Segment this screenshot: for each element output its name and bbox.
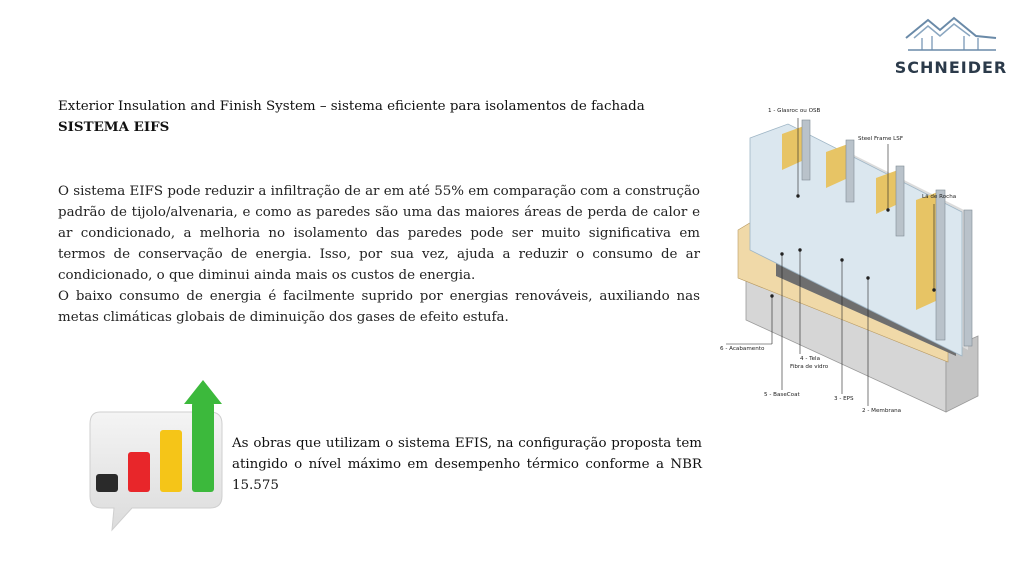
company-logo xyxy=(890,14,1012,80)
label-membrana: 2 - Membrana xyxy=(862,408,902,414)
heading-title: Exterior Insulation and Finish System – sistema eficiente para isolamentos de fachada xyxy=(58,99,645,114)
label-basecoat: 5 - BaseCoat xyxy=(764,392,800,398)
callout-text: As obras que utilizam o sistema EFIS, na configuração proposta tem atingido o nível máximo em desempenho térmico conforme a NBR 15.575 xyxy=(232,436,702,493)
bar-chart-growth-icon xyxy=(86,378,232,536)
heading-subtitle: SISTEMA EIFS xyxy=(58,119,170,135)
label-glasroc: 1 - Glasroc ou OSB xyxy=(768,108,821,114)
house-roof-icon xyxy=(904,14,998,52)
label-eps: 3 - EPS xyxy=(834,396,854,402)
eifs-layers-diagram xyxy=(716,100,986,418)
body-text xyxy=(58,181,700,328)
label-acabamento: 6 - Acabamento xyxy=(720,346,765,352)
page-heading xyxy=(58,96,698,138)
paragraph-2: O baixo consumo de energia é facilmente suprido por energias renováveis, auxiliando nas metas climáticas globais de diminuição dos gases de efeito estufa. xyxy=(58,289,700,325)
label-la-de-rocha: Lã de Rocha xyxy=(922,194,957,200)
brand-name: SCHNEIDER xyxy=(894,58,1008,77)
label-tela: 4 - Tela xyxy=(800,356,821,362)
label-fibra-de-vidro: Fibra de vidro xyxy=(790,364,829,370)
label-steel-frame: Steel Frame LSF xyxy=(858,136,904,142)
paragraph-1: O sistema EIFS pode reduzir a infiltração de ar em até 55% em comparação com a construção padrão de tijolo/alvenaria, e como as paredes são uma das maiores áreas de perda de calor e ar condicionado, a melhoria no isolamento das paredes pode ser muito significativa em termos de conservação de energia. Isso, por sua vez, ajuda a reduzir o consumo de ar condicionado, o que diminui ainda mais os custos de energia. xyxy=(58,184,700,283)
